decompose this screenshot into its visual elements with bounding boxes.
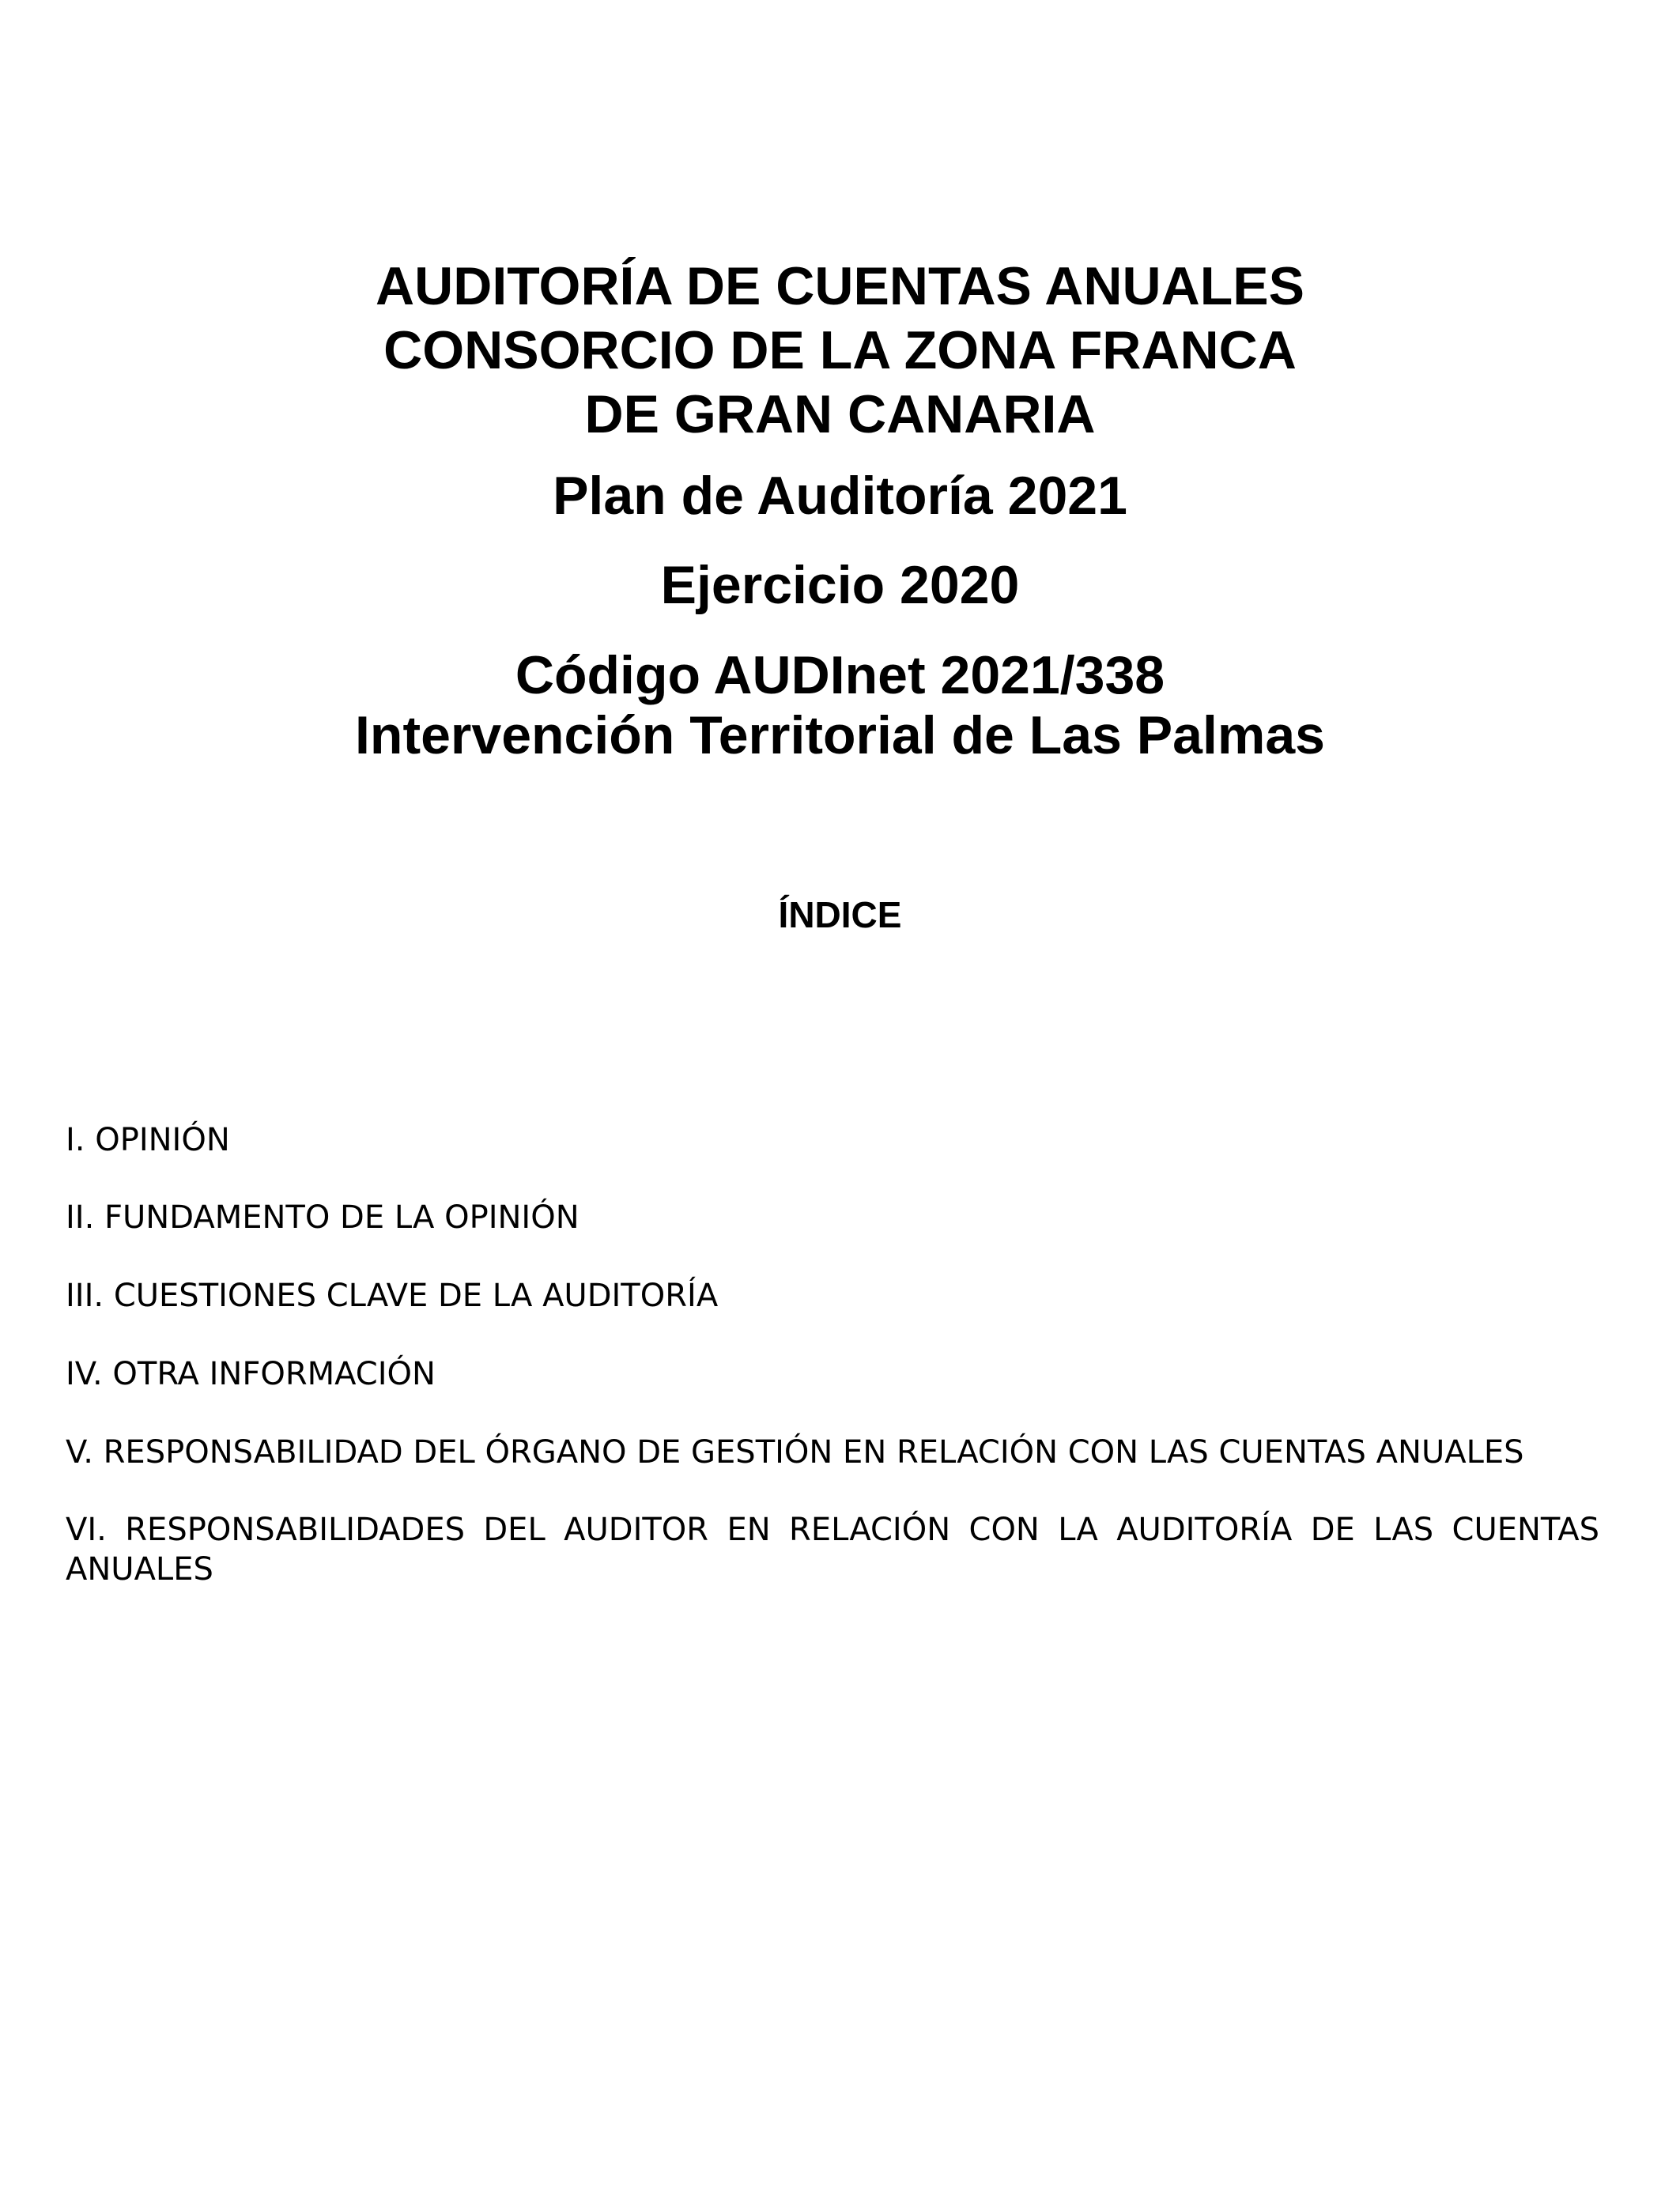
ejercicio-heading: Ejercicio 2020 xyxy=(660,555,1020,615)
codigo-heading: Código AUDInet 2021/338 xyxy=(515,645,1165,705)
title-line-2: CONSORCIO DE LA ZONA FRANCA xyxy=(383,320,1297,380)
index-heading: ÍNDICE xyxy=(778,894,902,935)
toc-item-5: V. RESPONSABILIDAD DEL ÓRGANO DE GESTIÓN EN RELACIÓN CON LAS CUENTAS ANUALES xyxy=(66,1434,1524,1471)
toc-item-3: III. CUESTIONES CLAVE DE LA AUDITORÍA xyxy=(66,1278,719,1314)
plan-heading: Plan de Auditoría 2021 xyxy=(553,466,1127,526)
toc-item-4: IV. OTRA INFORMACIÓN xyxy=(66,1356,436,1392)
toc-item-2: II. FUNDAMENTO DE LA OPINIÓN xyxy=(66,1199,580,1236)
intervencion-heading: Intervención Territorial de Las Palmas xyxy=(355,705,1325,765)
toc-item-1: I. OPINIÓN xyxy=(66,1122,230,1158)
title-line-1: AUDITORÍA DE CUENTAS ANUALES xyxy=(376,256,1304,316)
title-line-3: DE GRAN CANARIA xyxy=(584,384,1096,444)
toc-item-6: VI. RESPONSABILIDADES DEL AUDITOR EN RELACIÓN CON LA AUDITORÍA DE LAS CUENTAS ANUALES xyxy=(66,1512,1599,1588)
